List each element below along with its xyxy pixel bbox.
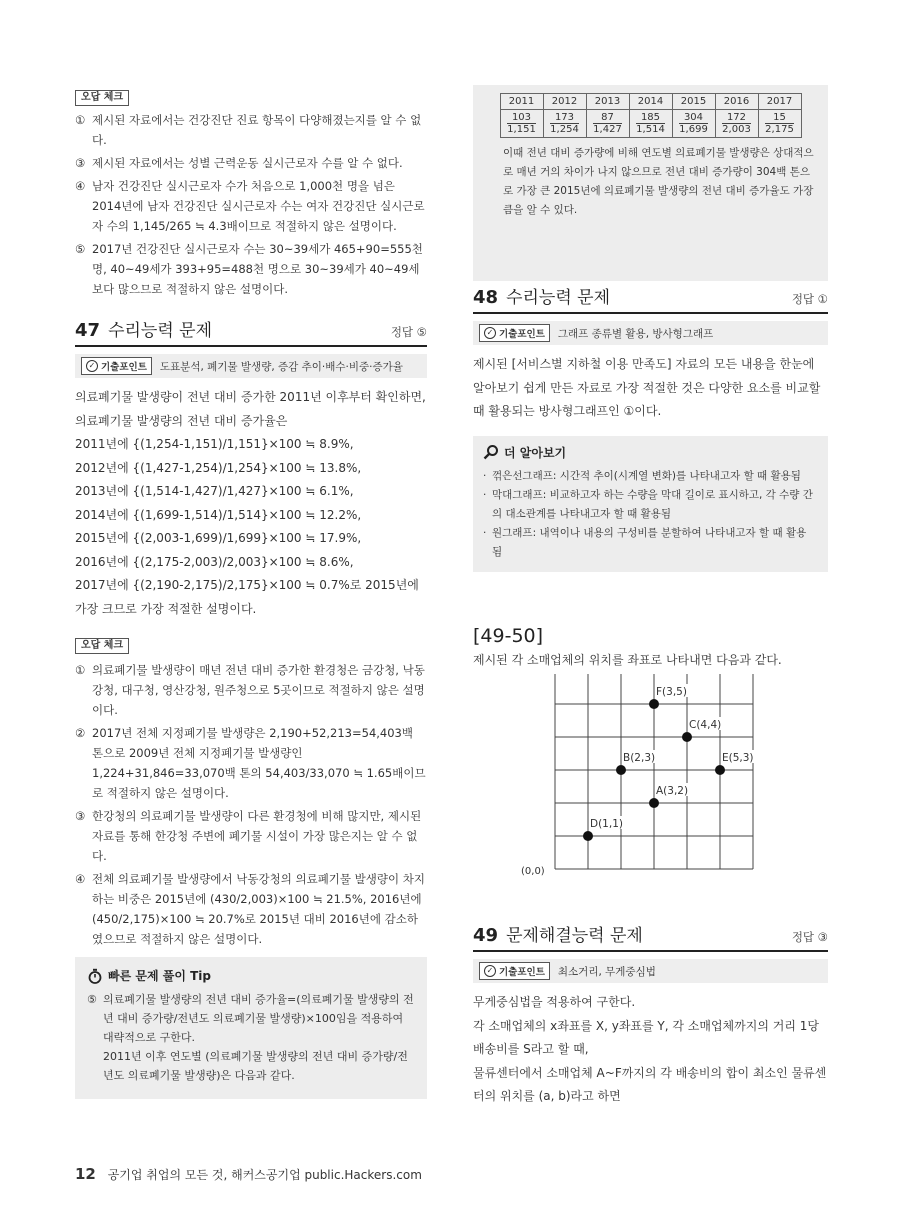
wrong-check-list-2	[75, 660, 427, 949]
check-icon: ✓	[484, 327, 496, 339]
list-item: ④ 남자 건강진단 실시근로자 수가 처음으로 1,000천 명을 넘은 2014년에 남자 건강진단 실시근로자 수는 여자 건강진단 실시근로자 수의 1,145/265 ≒ 4.3배이므로 적절하지 않은 설명이다.	[75, 179, 425, 233]
tip-box	[75, 957, 427, 1099]
body-line: 무게중심법을 적용하여 구한다.	[473, 995, 636, 1009]
table-fraction-cell: $\frac{304}{1,699}$	[672, 110, 715, 138]
more-info-item: · 막대그래프: 비교하고자 하는 수량을 막대 길이로 표시하고, 각 수량 간의 대소관계를 나타내고자 할 때 활용됨	[483, 488, 813, 520]
magnifier-icon	[483, 444, 499, 460]
table-fraction-cell: $\frac{172}{2,003}$	[715, 110, 758, 138]
tip-continued-text: 이때 전년 대비 증가량에 비해 연도별 의료폐기물 발생량은 상대적으로 매년 거의 차이가 나지 않으므로 전년 대비 증가량이 304백 톤으로 가장 큰 2015년에 의료폐기물 발생량의 전년 대비 증가율도 가장 큼을 알 수 있다.	[503, 147, 814, 216]
q48-answer: 정답 ①	[791, 292, 828, 306]
table-year-cell: 2013	[586, 94, 629, 110]
more-info-list	[483, 467, 816, 562]
more-info-title: 더 알아보기	[483, 444, 816, 461]
keypoint-badge: ✓ 기출포인트	[81, 357, 152, 375]
body-line: 2012년에 {(1,427-1,254)/1,254}×100 ≒ 13.8%,	[75, 460, 362, 475]
point-marker	[649, 798, 659, 808]
page-number: 12	[75, 1165, 96, 1183]
list-item: ① 의료폐기물 발생량이 매년 전년 대비 증가한 환경청은 금강청, 낙동강청, 대구청, 영산강청, 원주청으로 5곳이므로 적절하지 않은 설명이다.	[75, 663, 425, 717]
point-marker	[649, 699, 659, 709]
point-marker	[583, 831, 593, 841]
q49-header	[473, 920, 828, 952]
table-fraction-cell: $\frac{185}{1,514}$	[629, 110, 672, 138]
table-year-cell: 2014	[629, 94, 672, 110]
list-item: ④ 전체 의료폐기물 발생량에서 낙동강청의 의료폐기물 발생량이 차지하는 비중은 2015년에 (430/2,003)×100 ≒ 21.5%, 2016년에 (450/2,175)×100 ≒ 20.7%로 2015년 대비 2016년에 감소하였으므로 적절하지 않은 설명이다.	[75, 872, 425, 946]
tip-line: 2011년 이후 연도별 (의료폐기물 발생량의 전년 대비 증가량/전년도 의료폐기물 발생량)은 다음과 같다.	[103, 1050, 408, 1082]
point-label: C(4,4)	[689, 719, 722, 731]
increase-ratio-table	[500, 93, 802, 138]
more-info-item: · 원그래프: 내역이나 내용의 구성비를 분할하여 나타내고자 할 때 활용됨	[483, 526, 807, 558]
point-marker	[715, 765, 725, 775]
q49-answer: 정답 ③	[791, 930, 828, 944]
q48-body: 제시된 [서비스별 지하철 이용 만족도] 자료의 모든 내용을 한눈에 알아보기 쉽게 만든 자료로 가장 적절한 것은 다양한 요소를 비교할 때 활용되는 방사형그래프인 ①이다.	[473, 357, 821, 418]
list-item: ③ 제시된 자료에서는 성별 근력운동 실시근로자 수를 알 수 없다.	[75, 156, 403, 170]
q47-section	[75, 315, 427, 1099]
q48-keypoint-bar	[473, 321, 828, 345]
q49-keypoint-bar	[473, 959, 828, 983]
tip-line: 의료폐기물 발생량의 전년 대비 증가율=(의료폐기물 발생량의 전년 대비 증가량/전년도 의료폐기물 발생량)×100임을 적용하여 대략적으로 구한다.	[103, 993, 414, 1044]
list-item: ③ 한강청의 의료폐기물 발생량이 다른 환경청에 비해 많지만, 제시된 자료를 통해 한강청 주변에 폐기물 시설이 가장 많은지는 알 수 없다.	[75, 809, 422, 863]
q47-title: 47 수리능력 문제	[75, 320, 212, 341]
table-year-cell: 2015	[672, 94, 715, 110]
q4950-heading: [49-50]	[473, 625, 544, 647]
body-line: 물류센터에서 소매업체 A~F까지의 각 배송비의 합이 최소인 물류센터의 위치를 (a, b)라고 하면	[473, 1065, 827, 1103]
point-marker	[682, 732, 692, 742]
q49-title: 49 문제해결능력 문제	[473, 925, 643, 946]
list-item: ② 2017년 전체 지정폐기물 발생량은 2,190+52,213=54,403백 톤으로 2009년 전체 지정폐기물 발생량인 1,224+31,846=33,070백 톤의 54,403/33,070 ≒ 1.65배이므로 적절하지 않은 설명이다.	[75, 726, 426, 800]
body-line: 2011년에 {(1,254-1,151)/1,151}×100 ≒ 8.9%,	[75, 437, 354, 451]
point-marker	[616, 765, 626, 775]
table-year-cell: 2016	[715, 94, 758, 110]
q48-keypoint-text: 그래프 종류별 활용, 방사형그래프	[557, 327, 714, 340]
q49-section	[473, 920, 828, 1109]
q47-answer: 정답 ⑤	[390, 325, 427, 339]
q48-section	[473, 282, 828, 572]
point-label: F(3,5)	[656, 686, 687, 698]
list-item: ⑤ 2017년 건강진단 실시근로자 수는 30~39세가 465+90=555천 명, 40~49세가 393+95=488천 명으로 30~39세가 40~49세보다 많으므로 적절하지 않은 설명이다.	[75, 242, 423, 296]
q47-keypoint-bar	[75, 354, 427, 378]
page-footer	[75, 1165, 422, 1183]
footer-text: 공기업 취업의 모든 것, 해커스공기업 public.Hackers.com	[107, 1168, 422, 1182]
q48-header	[473, 282, 828, 314]
point-label: E(5,3)	[722, 752, 754, 764]
check-icon: ✓	[86, 360, 98, 372]
more-info-item: · 꺾은선그래프: 시간적 추이(시계열 변화)를 나타내고자 할 때 활용됨	[483, 469, 801, 482]
body-line: 2014년에 {(1,699-1,514)/1,514}×100 ≒ 12.2%,	[75, 507, 362, 522]
check2-section	[75, 633, 427, 654]
body-line: 가장 크므로 가장 적절한 설명이다.	[75, 601, 257, 616]
q47-header	[75, 315, 427, 347]
tip-body: ⑤ 의료폐기물 발생량의 전년 대비 증가율=(의료폐기물 발생량의 전년 대비 증가량/전년도 의료폐기물 발생량)×100임을 적용하여 대략적으로 구한다. 2011년 이후 연도별 (의료폐기물 발생량의 전년 대비 증가량/전년도 의료폐기물 발생량)은 다음과 같다.	[87, 990, 415, 1085]
wrong-check-tag: 오답 체크	[75, 90, 129, 106]
point-label: D(1,1)	[590, 818, 623, 830]
point-label: A(3,2)	[656, 785, 689, 797]
q4950-intro: 제시된 각 소매업체의 위치를 좌표로 나타내면 다음과 같다.	[473, 653, 782, 667]
q48-title: 48 수리능력 문제	[473, 287, 610, 308]
body-line: 2015년에 {(2,003-1,699)/1,699}×100 ≒ 17.9%,	[75, 531, 362, 545]
check1-section	[75, 85, 129, 106]
table-fraction-cell: $\frac{173}{1,254}$	[543, 110, 586, 138]
check-icon: ✓	[484, 965, 496, 977]
table-fraction-cell: $\frac{87}{1,427}$	[586, 110, 629, 138]
q4950-section	[473, 625, 828, 884]
keypoint-badge: ✓ 기출포인트	[479, 324, 550, 342]
body-line: 2016년에 {(2,175-2,003)/2,003}×100 ≒ 8.6%,	[75, 554, 354, 569]
point-label: B(2,3)	[623, 752, 656, 764]
body-line: 의료폐기물 발생량의 전년 대비 증가율은	[75, 413, 288, 428]
body-line: 의료폐기물 발생량이 전년 대비 증가한 2011년 이후부터 확인하면,	[75, 390, 426, 404]
stopwatch-icon	[87, 968, 103, 984]
body-line: 2017년에 {(2,190-2,175)/2,175}×100 ≒ 0.7%로 2015년에	[75, 578, 419, 592]
tip-title: 빠른 문제 풀이 Tip	[87, 967, 415, 984]
table-year-cell: 2011	[500, 94, 543, 110]
body-line: 각 소매업체의 x좌표를 X, y좌표를 Y, 각 소매업체까지의 거리 1당 배송비를 S라고 할 때,	[473, 1018, 819, 1056]
table-year-cell: 2012	[543, 94, 586, 110]
wrong-check-tag-2: 오답 체크	[75, 638, 129, 654]
wrong-check-list	[75, 110, 427, 302]
body-line: 2013년에 {(1,514-1,427)/1,427}×100 ≒ 6.1%,	[75, 484, 354, 498]
q49-body	[473, 991, 828, 1109]
q47-body	[75, 386, 427, 621]
q47-keypoint-text: 도표분석, 폐기물 발생량, 증감 추이·배수·비중·증가율	[159, 360, 403, 373]
keypoint-badge: ✓ 기출포인트	[479, 962, 550, 980]
list-item: ① 제시된 자료에서는 건강진단 진료 항목이 다양해졌는지를 알 수 없다.	[75, 113, 422, 147]
coordinate-grid	[473, 674, 828, 884]
origin-label: (0,0)	[521, 866, 545, 877]
q49-keypoint-text: 최소거리, 무게중심법	[557, 965, 656, 978]
tip-continued-box	[473, 85, 828, 281]
table-year-cell: 2017	[758, 94, 801, 110]
table-fraction-cell: $\frac{103}{1,151}$	[500, 110, 543, 138]
table-fraction-cell: $\frac{15}{2,175}$	[758, 110, 801, 138]
more-info-box	[473, 436, 828, 572]
